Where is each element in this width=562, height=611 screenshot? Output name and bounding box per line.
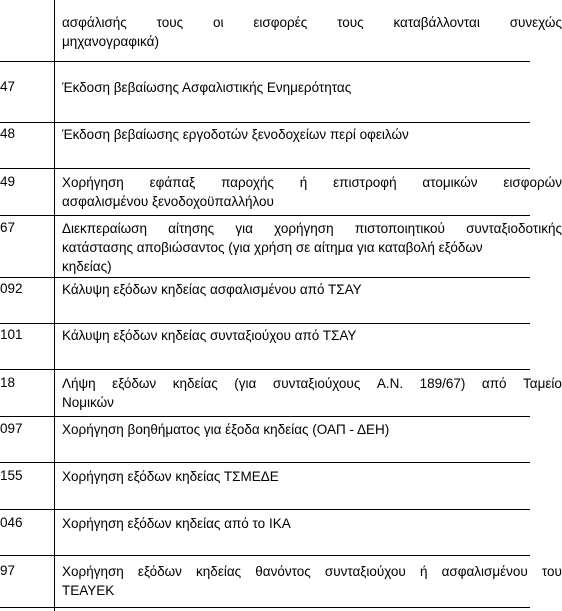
row-description-line: Λήψη εξόδων κηδείας (για συνταξιούχους Α.Ν. 189/67) από Ταμείο [62,376,562,391]
row-code: 97 [0,563,16,578]
table-row [62,173,562,211]
row-border [0,462,530,463]
row-border [0,607,530,608]
table-row [62,374,562,412]
row-description-line: Κάλυψη εξόδων κηδείας συνταξιούχου από ΤΣΑΥ [62,328,357,343]
table-row [62,420,562,439]
table-row [62,326,562,345]
row-border [0,122,530,123]
row-description-line: Χορήγηση βοηθήματος για έξοδα κηδείας (ΟΑΠ - ΔΕΗ) [62,422,390,437]
row-code: 67 [0,220,16,235]
row-code: 092 [0,281,23,296]
row-code: 47 [0,79,16,94]
table-row [62,280,562,299]
row-description-line: Χορήγηση εξόδων κηδείας από το ΙΚΑ [62,516,291,531]
row-code: 046 [0,515,23,530]
row-border [0,369,530,370]
table-row [62,467,562,486]
row-border [0,323,530,324]
row-border [0,168,530,169]
row-description-line: Κάλυψη εξόδων κηδείας ασφαλισμένου από ΤΣΑΥ [62,282,362,297]
row-border [0,555,530,556]
table-row [62,219,562,276]
row-description-line: κηδείας) [62,259,112,274]
table-row [62,13,562,51]
row-description-line: Διεκπεραίωση αίτησης για χορήγηση πιστοποιητικού συνταξιοδοτικής [62,221,562,236]
row-description-line: Χορήγηση εξόδων κηδείας θανόντος συνταξιούχου ή ασφαλισμένου του [62,564,562,579]
row-border [0,277,530,278]
row-description-line: Έκδοση βεβαίωσης Ασφαλιστικής Ενημερότητας [62,80,352,95]
row-code: 097 [0,421,23,436]
table-row [62,78,562,97]
row-code: 48 [0,126,16,141]
row-description-line: Χορήγηση εφάπαξ παροχής ή επιστροφή ατομικών εισφορών [62,175,562,190]
table-row [62,562,562,600]
row-border [0,416,530,417]
row-border [0,215,530,216]
row-code: 49 [0,174,16,189]
row-code: 101 [0,327,23,342]
row-description-line: μηχανογραφικά) [62,34,159,49]
row-description-line: κατάστασης αποβιώσαντος (για χρήση σε αίτημα για καταβολή εξόδων [62,240,483,255]
row-code: 18 [0,375,16,390]
row-code: 155 [0,468,23,483]
row-description-line: ασφαλισμένου ξενοδοχοϋπαλλήλου [62,194,274,209]
row-description-line: Χορήγηση εξόδων κηδείας ΤΣΜΕΔΕ [62,469,279,484]
row-description-line: Νομικών [62,395,114,410]
table-row [62,125,562,144]
row-border [0,61,530,62]
row-description-line: ασφάλισής τους οι εισφορές τους καταβάλλονται συνεχώς [62,15,562,30]
table-row [62,514,562,533]
column-divider [54,0,55,611]
row-description-line: ΤΕΑΥΕΚ [62,583,115,598]
row-border [0,509,530,510]
row-description-line: Έκδοση βεβαίωσης εργοδοτών ξενοδοχείων περί οφειλών [62,127,409,142]
